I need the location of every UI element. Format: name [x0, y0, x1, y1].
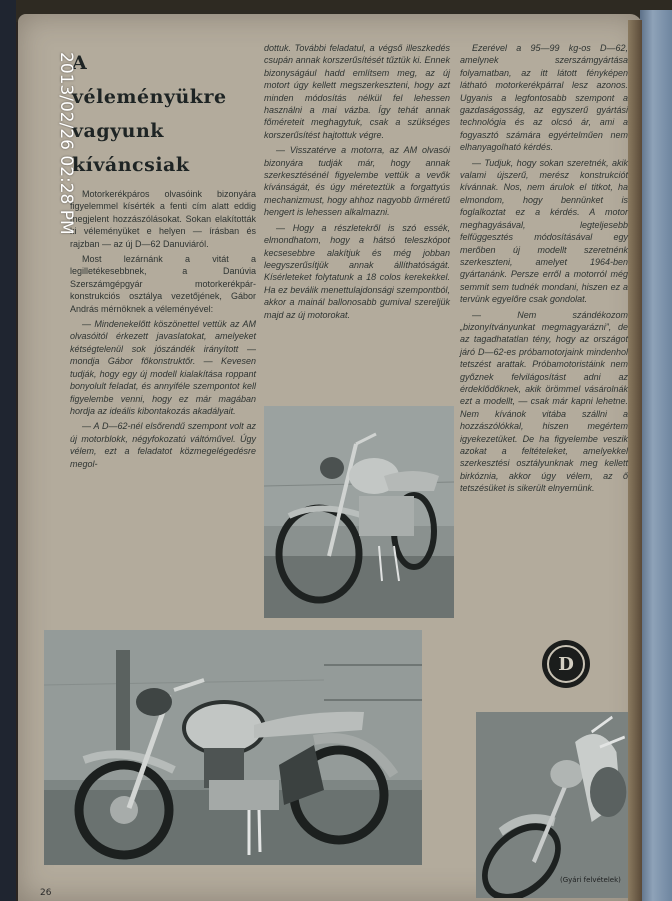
adjacent-page: [640, 10, 672, 901]
paragraph: — Tudjuk, hogy sokan szeretnék, akik valami újszerű, merész konstrukciót kívánnak. Nos, nem árulok el titkot, ha elmondom, hogy bennünket is foglalkoztat ez a kérdés. A motor meghagyásával, legteljesebb felfüggesztés módosításával egy merőben új modellt szeretnénk szerkeszteni, amelyet 1964-ben gyártanánk. Persze erről a motorról még semmit sem tudnék mondani, hiszen ez a tervünk egyelőre csak gondolat.: [460, 157, 628, 305]
logo-letter: D: [547, 645, 585, 683]
camera-timestamp: 2013/02/26 02:28 PM: [56, 52, 76, 235]
paragraph: Motorkerékpáros olvasóink bizonyára figyelemmel kísérték a fenti cím alatt eddig megjelent hozzászólásokat. Sokan elakították ki véleményüket e helyen — írásban és rajzban — az új D—62 Danuviáról.: [70, 189, 256, 249]
title-line: kíváncsiak: [72, 154, 190, 176]
motorcycle-photo-front: [264, 406, 454, 618]
title-line: véleményükre: [72, 86, 227, 108]
page-edge-shadow: [628, 20, 642, 901]
book-spine: [0, 0, 16, 901]
text-column-2: [264, 42, 450, 324]
paragraph: — Visszatérve a motorra, az AM olvasói bizonyára tudják már, hogy annak szerkesztésénél figyelembe vettük a vevők kívánságát, és úgy méreteztük a forgattyús mechanizmust, hogy ahhoz nagyobb űrméretű hengert is lehessen alkalmazni.: [264, 145, 450, 218]
paragraph: — A D—62-nél elsőrendű szempont volt az új motorblokk, négyfokozatú váltóművel. Úgy vélem, ezt a feladatot közmegelégedésre megol-: [70, 421, 256, 469]
paragraph: — Nem szándékozom „bizonyítványunkat megmagyarázni”, de az tagadhatatlan tény, hogy az országot járó D—62-es próbamotorjaink mindenhol tetszést arattak. Próbamotoristáink nem győznek felvilágosítást adni az érdeklődőknek, akik örömmel vásárolnák ezt a modellt, — csak már kapni lehetne. Nem kívánok vitába szállni a hozzászólókkal, hiszen megértem igyekezetüket. De ha figyelembe veszik azokat a feltételeket, amelyekkel szerkesztési osztályunknak meg kellett birkóznia, akkor úgy vélem, az ő tetszésüket is sikerült elnyernünk.: [460, 309, 628, 494]
text-column-3: [460, 42, 628, 498]
paragraph: — Mindenekelőtt köszönettel vettük az AM olvasóitól érkezett javaslatokat, amelyeket kétségtelenül sok jószándék irányított — mondja Gábor főkonstruktőr. — Kevesen tudják, hogy egy új modell kialakítása roppant bonyolult feladat, és annyiféle szempontot kell figyelembe venni, hogy ez már magában hordja az ideális kibontakozás akadályait.: [70, 319, 256, 416]
paragraph: — Hogy a részletekről is szó essék, elmondhatom, hogy a hátsó teleszkópot kecsesebbre alakítjuk és még jobban leegyszerűsítjük annak állíthatóságát. Kísérleteket folytatunk a 18 colos kerekekkel. Ha ez beválik menettulajdonsági szempontból, akkor a mainál ballonosabb gumival szereljük majd az új motorokat.: [264, 222, 450, 320]
page-number: 26: [40, 888, 52, 898]
text-column-1: [70, 188, 256, 473]
photo-credit: (Gyári felvételek): [560, 876, 621, 884]
paragraph: dottuk. További feladatul, a végső illeszkedés csupán annak korszerűsítését tűztük ki. Ennek bizonyságául hadd említsem meg, az új motort úgy kellett megszerkeszteni, hogy azt minden módosítás nélkül fel lehessen használni a mai vázba. Így tehát annak főméreteit meghagytuk, csak a szükséges korszerűsítést hajtottuk végre.: [264, 43, 450, 140]
danuvia-logo: [542, 640, 590, 688]
motorcycle-photo-angled: [476, 712, 628, 898]
paragraph: Ezerével a 95—99 kg-os D—62, amelynek szerszámgyártása folyamatban, az itt látott fényképen látható motorkerékpárral lesz azonos. Ugyanis a legfontosabb szempont a gazdaságosság, az egyszerű gyártási technológia és az olcsó ár, ami a fogyasztó számára egyértelműen nem elhanyagolható kérdés.: [460, 43, 628, 153]
motorcycle-photo-side: [44, 630, 422, 865]
article-title: [72, 46, 272, 182]
title-line: vagyunk: [72, 120, 164, 142]
title-line: A: [72, 52, 88, 74]
paragraph: Most lezárnánk a vitát a legilletékesebbnek, a Danúvia Szerszámgépgyár motorkerékpár-konstrukciós osztálya vezetőjének, Gábor András mérnöknek a véleményével:: [70, 254, 256, 314]
